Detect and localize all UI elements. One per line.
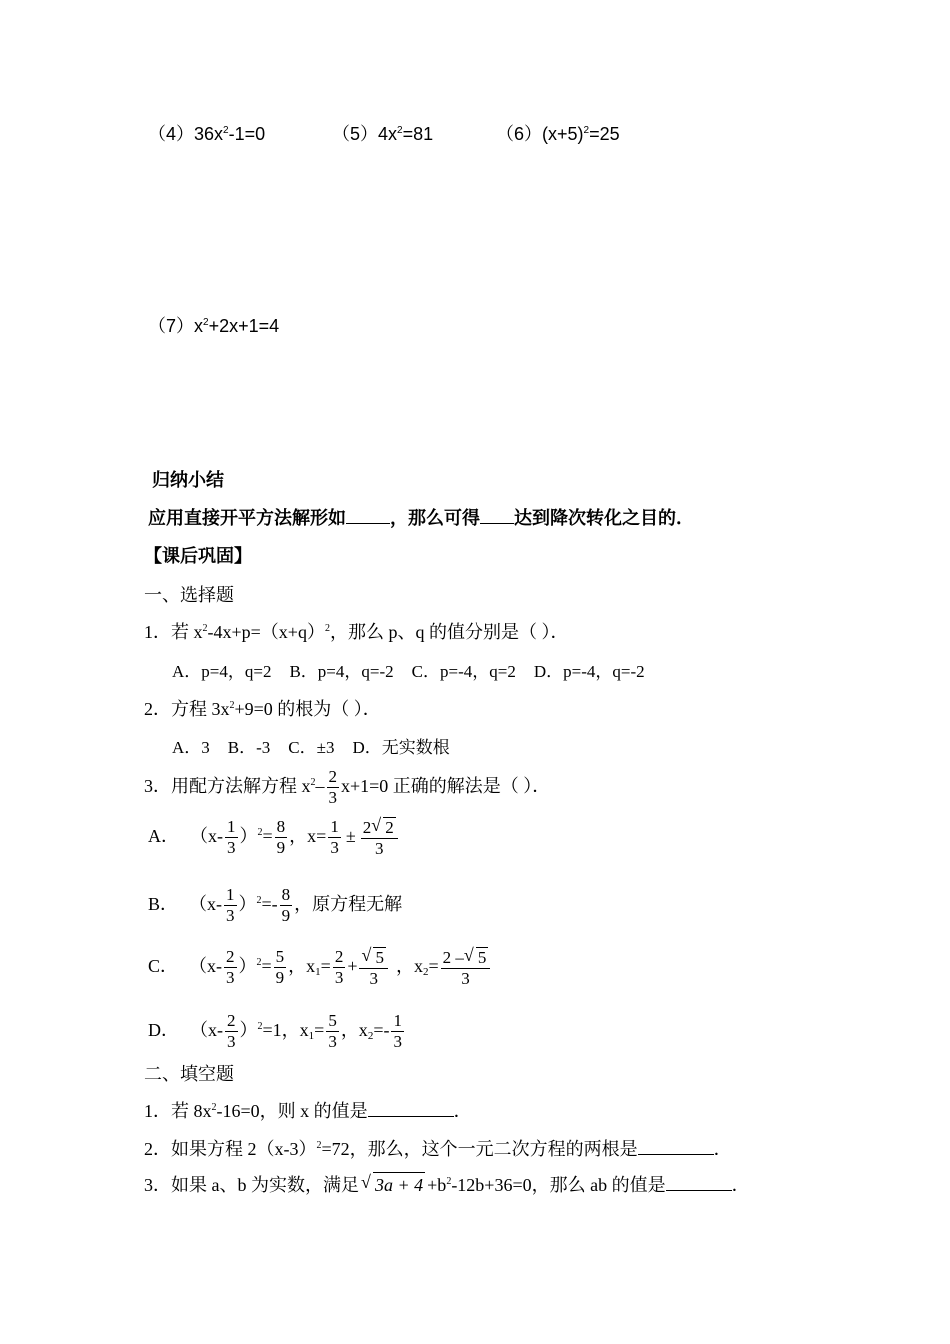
section-1-title: 一、选择题 xyxy=(144,585,234,605)
option-a[interactable]: A．p=4，q=2 xyxy=(172,662,272,681)
summary-text: 应用直接开平方法解形如 ，那么可得 达到降次转化之目的． xyxy=(148,508,694,528)
fraction: $\frac{2}{3}$ xyxy=(328,767,337,808)
summary-blank-2[interactable] xyxy=(480,507,514,524)
question-1-2-options xyxy=(172,736,468,760)
consolidate-title: 【课后巩固】 xyxy=(144,546,252,566)
summary-title: 归纳小结 xyxy=(152,470,224,490)
question-1-3-option-a[interactable]: A． （x- $\frac{1}{3}$ ）$^2$= $\frac{8}{9}$ ，x= $\frac{1}{3}$ ± 2 √ 2 3 xyxy=(148,812,400,860)
option-d[interactable]: D．p=-4，q=-2 xyxy=(533,662,645,681)
question-1-3: 3．用配方法解方程 $x^2-$ $\frac{2}{3}$ x+1=0 正确的解法是（ ）． xyxy=(144,767,551,808)
question-2-1: 1．若 $8x^2-16=0$，则 x 的值是 ． xyxy=(144,1101,472,1121)
summary-blank-1[interactable] xyxy=(346,507,390,524)
option-c[interactable]: C．p=-4，q=2 xyxy=(411,662,516,681)
equation-5: $(5)4x^2=81$ xyxy=(332,124,434,144)
question-1-3-option-b[interactable]: B． （x- $\frac{1}{3}$ ）$^2$=- $\frac{8}{9}$ ，原方程无解 xyxy=(148,885,403,926)
option-c[interactable]: C．±3 xyxy=(288,738,335,757)
option-a[interactable]: A．3 xyxy=(172,738,210,757)
question-2-2: 2．如果方程 $2(x-3)^2=72$，那么，这个一元二次方程的两根是 ． xyxy=(144,1139,732,1159)
answer-blank[interactable] xyxy=(666,1174,732,1191)
question-1-3-option-c[interactable]: C． （x- $\frac{2}{3}$ ）$^2$= $\frac{5}{9}$ ，$x_1=$ $\frac{2}{3}$ + √ 5 3 ，$x_2=$ 2 – √ 5 3 xyxy=(148,942,492,990)
section-2-title: 二、填空题 xyxy=(144,1064,234,1084)
question-1-1-options xyxy=(172,660,663,684)
option-d[interactable]: D．无实数根 xyxy=(352,738,450,757)
option-b[interactable]: B．p=4，q=-2 xyxy=(289,662,394,681)
equation-6: $(6)(x+5)^2=25$ xyxy=(496,124,620,144)
equation-7: $(7)x^2+2x+1=4$ xyxy=(148,316,280,336)
answer-blank[interactable] xyxy=(368,1100,454,1117)
question-1-3-option-d[interactable]: D． （x- $\frac{2}{3}$ ）$^2$=1，$x_1=$ $\frac{5}{3}$ ，$x_2=-$ $\frac{1}{3}$ xyxy=(148,1011,402,1052)
question-1-2: 2．方程 $3x^2+9=0$ 的根为（ ）． xyxy=(144,699,381,719)
equation-4: $(4)36x^2-1=0$ xyxy=(148,124,266,144)
answer-blank[interactable] xyxy=(638,1138,714,1155)
question-2-3: 3．如果 a、b 为实数，满足 √ $3a + 4 +b^2-12b+36=0$，那么 ab 的值是 ． xyxy=(144,1172,750,1195)
option-b[interactable]: B．-3 xyxy=(227,738,271,757)
question-1-1: 1．若 $x^2-4x+p=(x+q)^2$，那么 p、q 的值分别是（ ）． xyxy=(144,622,569,642)
